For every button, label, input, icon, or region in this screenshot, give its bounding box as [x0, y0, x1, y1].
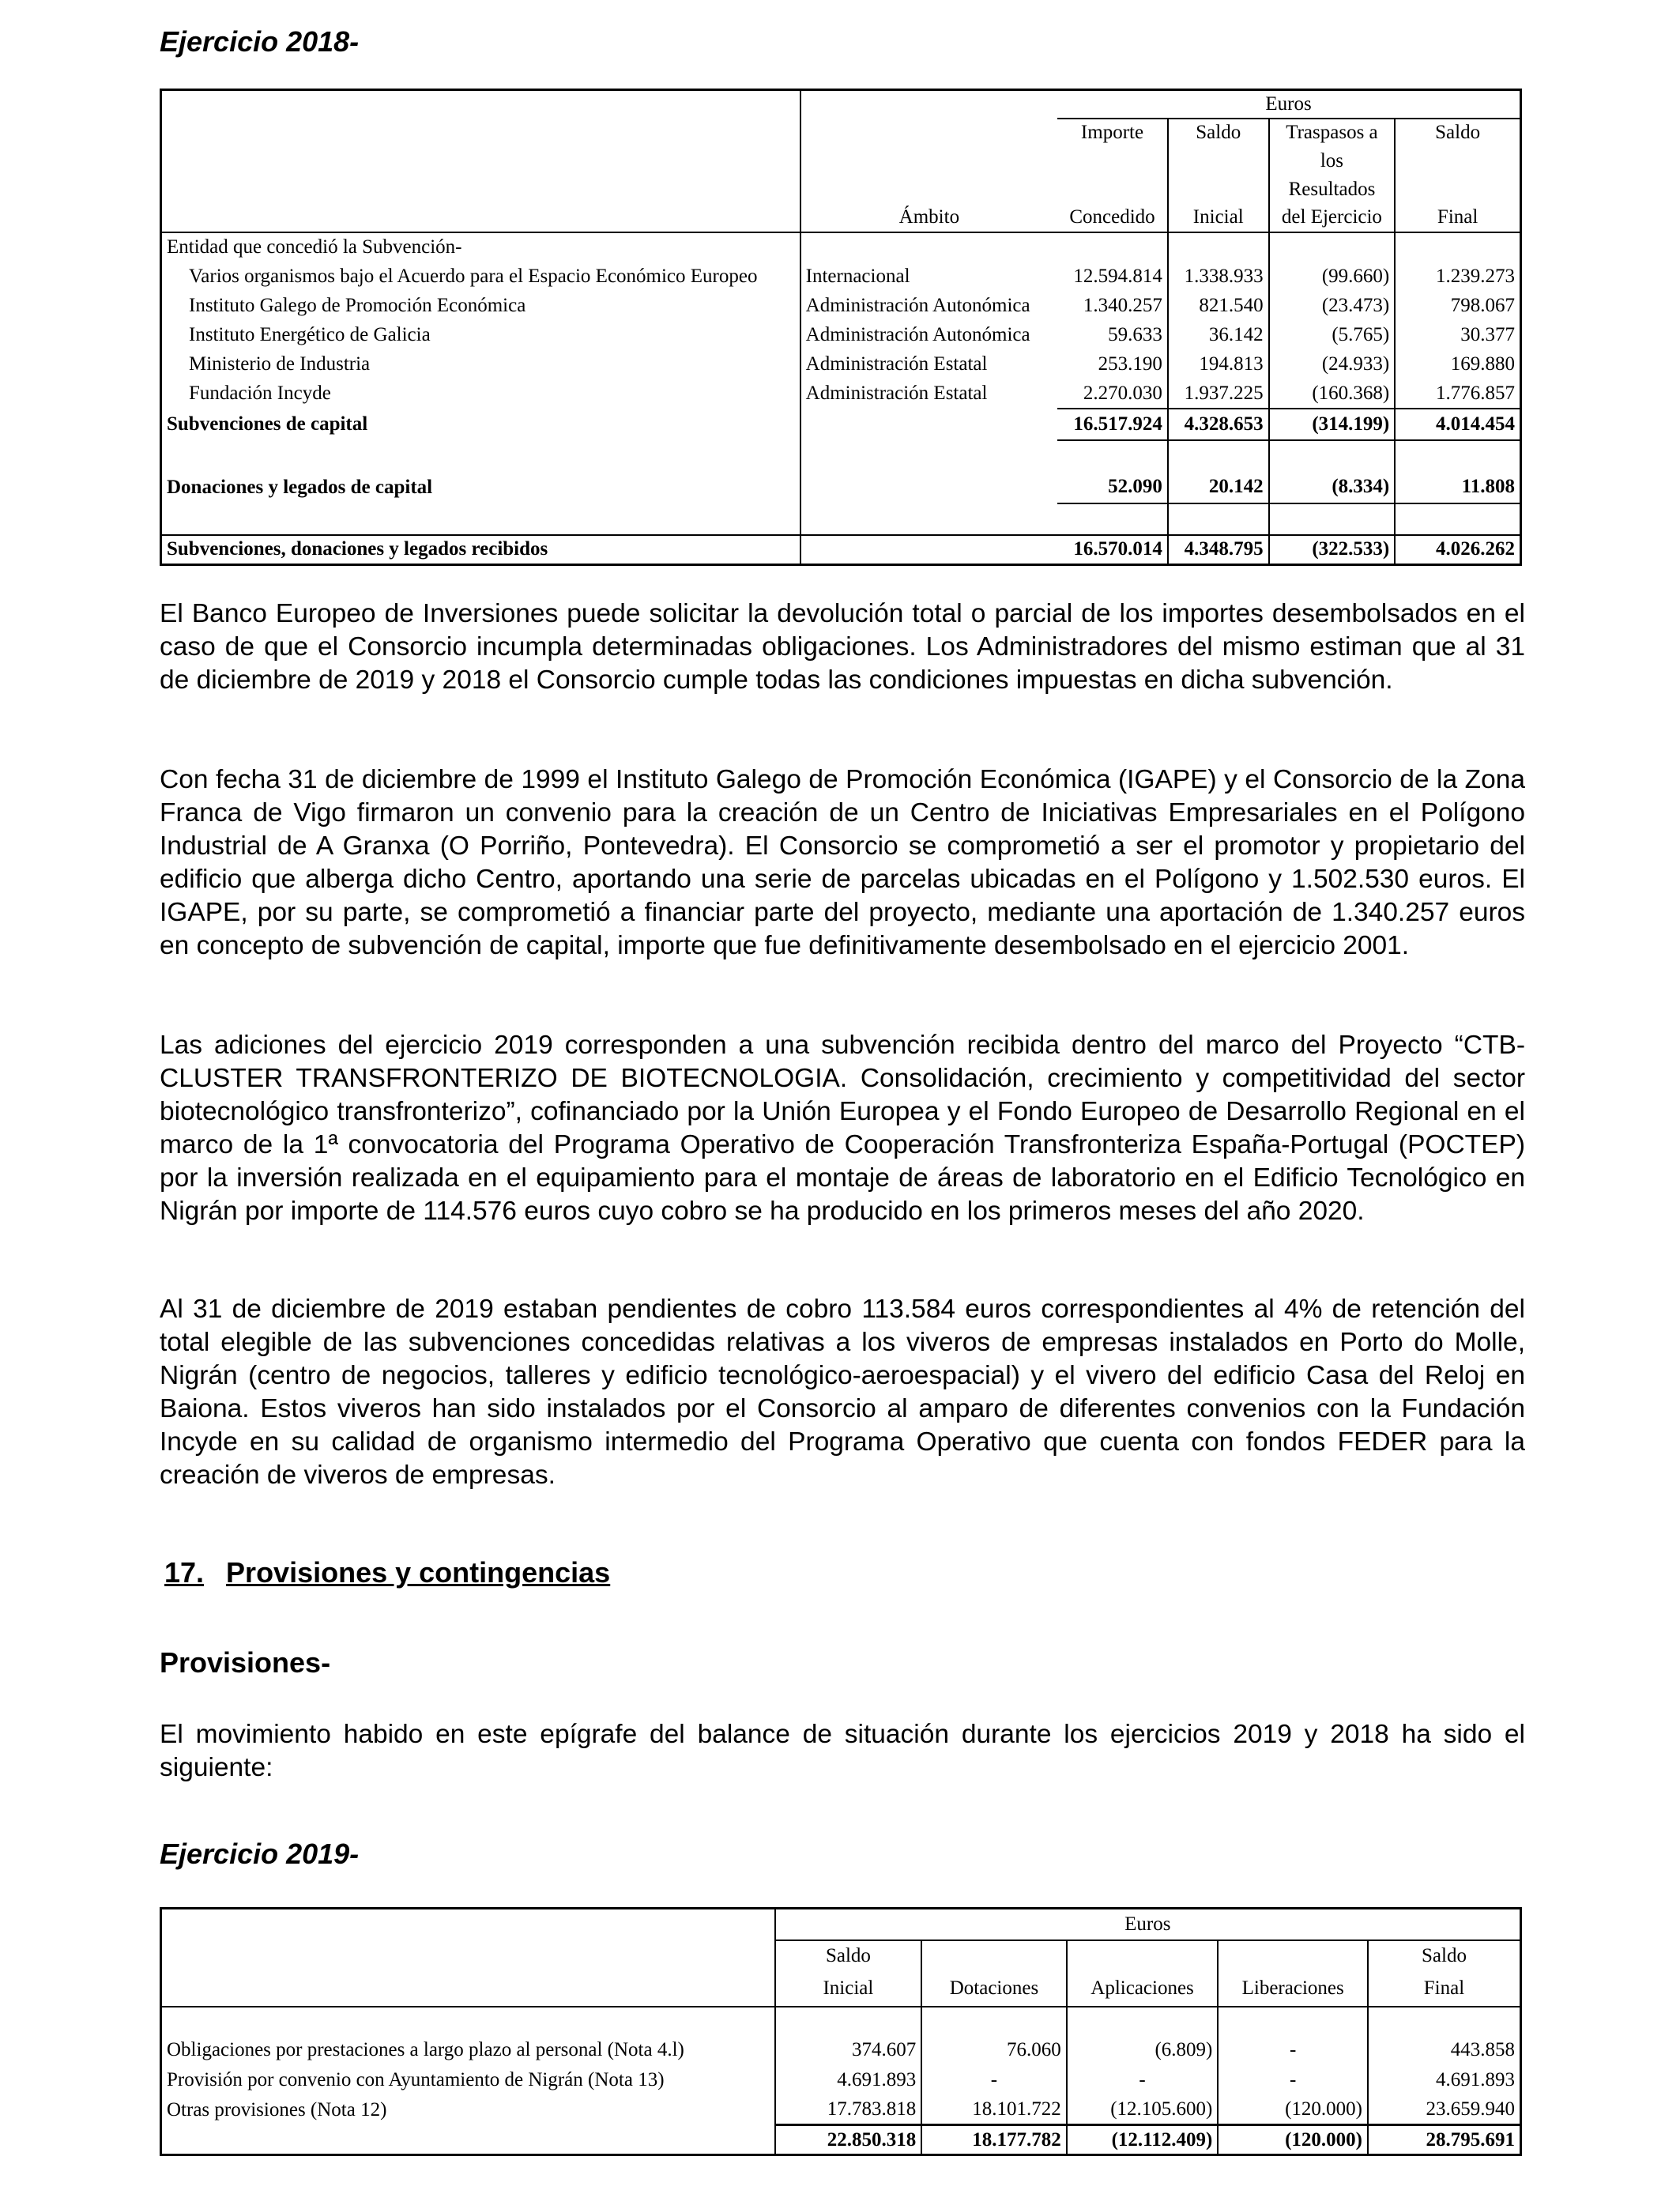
subtotal-row: Donaciones y legados de capital 52.090 20.142 (8.334) 11.808	[161, 472, 1521, 503]
paragraph-igape: Con fecha 31 de diciembre de 1999 el Instituto Galego de Promoción Económica (IGAPE) y el Consorcio de la Zona Franca de Vigo firmaron un convenio para la creación de un Centro de Iniciativas Empresariales en el Polígono Industrial de A Granxa (O Porriño, Pontevedra). El Consorcio se comprometió a ser el promotor y propietario del edificio que alberga dicho Centro, aportando una serie de parcelas ubicadas en el Polígono y 1.502.530 euros. El IGAPE, por su parte, se comprometió a financiar parte del proyecto, mediante una aportación de 1.340.257 euros en concepto de subvención de capital, importe que fue definitivamente desembolsado en el ejercicio 2001.	[160, 765, 1525, 960]
table-row: Fundación Incyde Administración Estatal 2.270.030 1.937.225 (160.368) 1.776.857	[161, 379, 1521, 409]
table-row: Varios organismos bajo el Acuerdo para el Espacio Económico Europeo Internacional 12.594.814 1.338.933 (99.660) 1.239.273	[161, 262, 1521, 292]
table-header-blank	[161, 90, 800, 119]
paragraph-intro-provisiones: El movimiento habido en este epígrafe del balance de situación durante los ejercicios 2019 y 2018 ha sido el siguiente:	[160, 1720, 1525, 1782]
paragraph-adiciones: Las adiciones del ejercicio 2019 corresponden a una subvención recibida dentro del marco del Proyecto “CTB-CLUSTER TRANSFRONTERIZO DE BIOTECNOLOGIA. Consolidación, crecimiento y competitividad del sector biotecnológico transfronterizo”, cofinanciado por la Unión Europea y el Fondo Europeo de Desarrollo Regional en el marco de la 1ª convocatoria del Programa Operativo de Cooperación Transfronteriza España-Portugal (POCTEP) por la inversión realizada en el equipamiento para el montaje de áreas de laboratorio en el Edificio Tecnológico en Nigrán por importe de 114.576 euros cuyo cobro se ha producido en los primeros meses del año 2020.	[160, 1031, 1525, 1226]
total-row: 22.850.318 18.177.782 (12.112.409) (120.000) 28.795.691	[161, 2125, 1521, 2155]
table-row: Otras provisiones (Nota 12) 17.783.818 18.101.722 (12.105.600) (120.000) 23.659.940	[161, 2095, 1521, 2125]
col-liberaciones-header: Liberaciones	[1218, 1972, 1368, 2007]
col-del-ejercicio-header: del Ejercicio	[1269, 204, 1396, 232]
heading-ejercicio-2019: Ejercicio 2019-	[160, 1838, 360, 1870]
col-traspasos-header-2: los	[1269, 147, 1396, 175]
col-aplicaciones-header: Aplicaciones	[1067, 1972, 1219, 2007]
table-row: Ministerio de Industria Administración Estatal 253.190 194.813 (24.933) 169.880	[161, 350, 1521, 379]
table-row: Instituto Energético de Galicia Administración Autonómica 59.633 36.142 (5.765) 30.377	[161, 321, 1521, 350]
col-saldo-inicial-header: Saldo	[1168, 119, 1269, 147]
paragraph-bei: El Banco Europeo de Inversiones puede solicitar la devolución total o parcial de los importes desembolsados en el caso de que el Consorcio incumpla determinadas obligaciones. Los Administradores del mismo estiman que al 31 de diciembre de 2019 y 2018 el Consorcio cumple todas las condiciones impuestas en dicha subvención.	[160, 599, 1525, 695]
euros-header: Euros	[775, 1909, 1521, 1940]
col-saldo-final-header: Saldo	[1395, 119, 1520, 147]
subvenciones-table-2018	[160, 89, 1522, 566]
subheading-provisiones: Provisiones-	[160, 1646, 331, 1679]
table-row: Instituto Galego de Promoción Económica Administración Autonómica 1.340.257 821.540 (23.473) 798.067	[161, 292, 1521, 321]
subtotal-row: Subvenciones de capital 16.517.924 4.328.653 (314.199) 4.014.454	[161, 409, 1521, 440]
col-inicial-header: Inicial	[775, 1972, 922, 2007]
col-final-header: Final	[1368, 1972, 1521, 2007]
col-ambito-header: Ámbito	[800, 204, 1057, 232]
section-title-text: Provisiones y contingencias	[226, 1556, 611, 1589]
col-traspasos-header: Traspasos a	[1269, 119, 1396, 147]
table-row: Obligaciones por prestaciones a largo plazo al personal (Nota 4.l) 374.607 76.060 (6.809) - 443.858	[161, 2035, 1521, 2065]
table-row: Provisión por convenio con Ayuntamiento de Nigrán (Nota 13) 4.691.893 - - - 4.691.893	[161, 2065, 1521, 2095]
entidad-label: Entidad que concedió la Subvención-	[161, 232, 800, 262]
col-saldo-final-header: Saldo	[1368, 1940, 1521, 1972]
col-traspasos-header-3: Resultados	[1269, 175, 1396, 204]
section-number: 17.	[164, 1556, 205, 1589]
paragraph-pendientes-cobro: Al 31 de diciembre de 2019 estaban pendientes de cobro 113.584 euros correspondientes al 4% de retención del total elegible de las subvenciones concedidas relativas a los viveros de empresas instalados en Porto do Molle, Nigrán (centro de negocios, talleres y edificio tecnológico-aeroespacial) y el vivero del edificio Casa del Reloj en Baiona. Estos viveros han sido instalados por el Consorcio al amparo de diferentes convenios con la Fundación Incyde en su calidad de organismo intermedio del Programa Operativo que cuenta con fondos FEDER para la creación de viveros de empresas.	[160, 1295, 1525, 1490]
col-inicial-header: Inicial	[1168, 204, 1269, 232]
section-title	[164, 1556, 610, 1589]
provisiones-table-2019	[160, 1907, 1522, 2156]
col-final-header: Final	[1395, 204, 1520, 232]
col-importe-header: Importe	[1080, 122, 1144, 143]
euros-header: Euros	[1057, 90, 1520, 119]
total-row: Subvenciones, donaciones y legados recibidos 16.570.014 4.348.795 (322.533) 4.026.262	[161, 535, 1521, 565]
heading-ejercicio-2018: Ejercicio 2018-	[160, 25, 360, 58]
col-saldo-inicial-header: Saldo	[775, 1940, 922, 1972]
col-dotaciones-header: Dotaciones	[921, 1972, 1067, 2007]
col-concedido-header: Concedido	[1069, 206, 1155, 228]
